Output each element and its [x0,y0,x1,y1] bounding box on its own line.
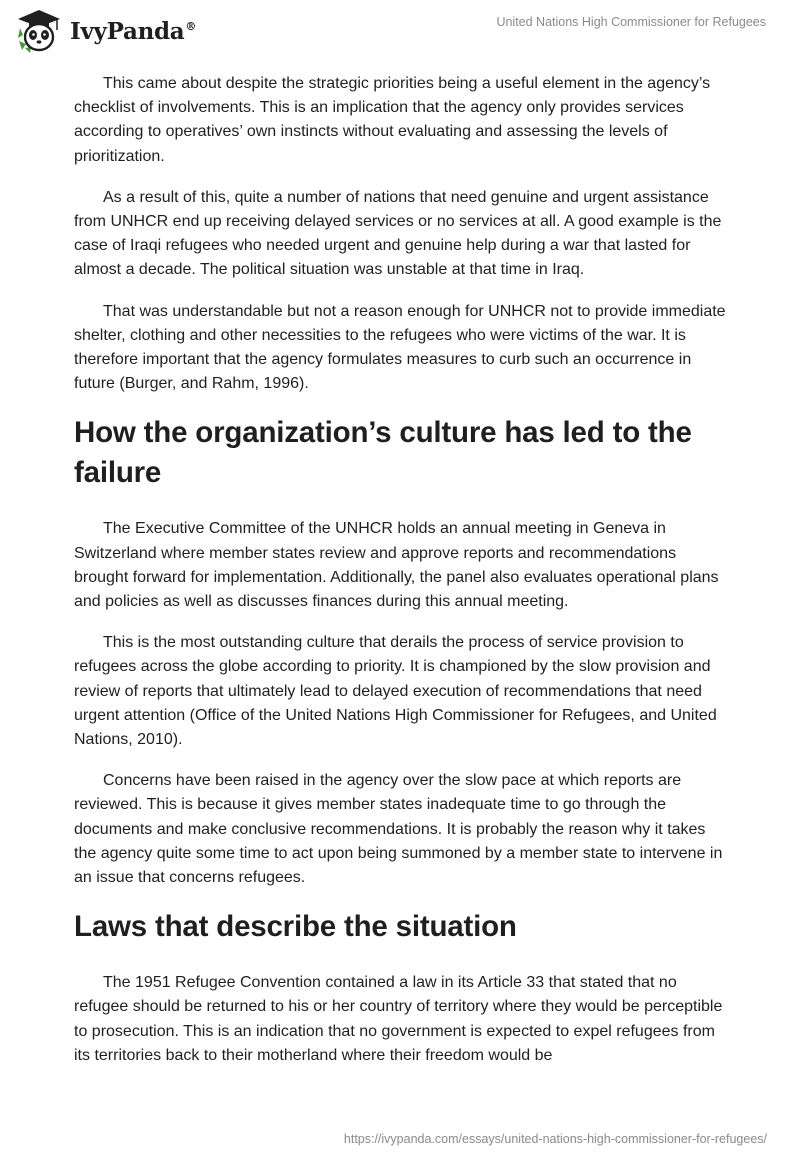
document-title: United Nations High Commissioner for Refugees [496,15,766,29]
section-heading: Laws that describe the situation [74,910,517,944]
section-heading: How the organization’s culture has led to the failure [74,416,692,490]
paragraph: The 1951 Refugee Convention contained a law in its Article 33 that stated that no refugee should be returned to his or her country of territory where they would be perceptible to prosecution. This is an indication that no government is expected to expel refugees from its territories back to their motherland where their freedom would be [74,974,723,1064]
page-header [0,0,800,62]
paragraph: This came about despite the strategic priorities being a useful element in the agency’s checklist of involvements. This is an implication that the agency only provides services according to operatives’ own instincts without evaluating and assessing the levels of prioritization. [74,75,711,165]
paragraph: Concerns have been raised in the agency over the slow pace at which reports are reviewed. This is because it gives member states inadequate time to go through the documents and make conclusive recommendations. It is probably the reason why it takes the agency quite some time to act upon being summoned by a member state to intervene in an issue that concerns refugees. [74,772,723,887]
paragraph: This is the most outstanding culture that derails the process of service provision to refugees across the globe according to priority. It is championed by the slow provision and review of reports that ultimately lead to delayed execution of recommendations that need urgent attention (Office of the United Nations High Commissioner for Refugees, and United Nations, 2010). [74,634,717,749]
ivypanda-logo[interactable] [14,8,196,54]
panda-graduate-icon [14,8,64,54]
source-url[interactable]: https://ivypanda.com/essays/united-nations-high-commissioner-for-refugees/ [343,1132,767,1146]
essay-content [74,72,726,1085]
paragraph: The Executive Committee of the UNHCR holds an annual meeting in Geneva in Switzerland where member states review and approve reports and recommendations brought forward for implementation. Additionally, the panel also evaluates operational plans and policies as well as discusses finances during this annual meeting. [74,520,719,611]
paragraph: That was understandable but not a reason enough for UNHCR not to provide immediate shelter, clothing and other necessities to the refugees who were victims of the war. It is therefore important that the agency formulates measures to curb such an occurrence in future (Burger, and Rahm, 1996). [74,302,726,393]
logo-wordmark: IvyPanda® [70,17,197,45]
paragraph: As a result of this, quite a number of nations that need genuine and urgent assistance from UNHCR end up receiving delayed services or no services at all. A good example is the case of Iraqi refugees who needed urgent and genuine help during a war that lasted for almost a decade. The political situation was unstable at that time in Iraq. [74,188,722,279]
